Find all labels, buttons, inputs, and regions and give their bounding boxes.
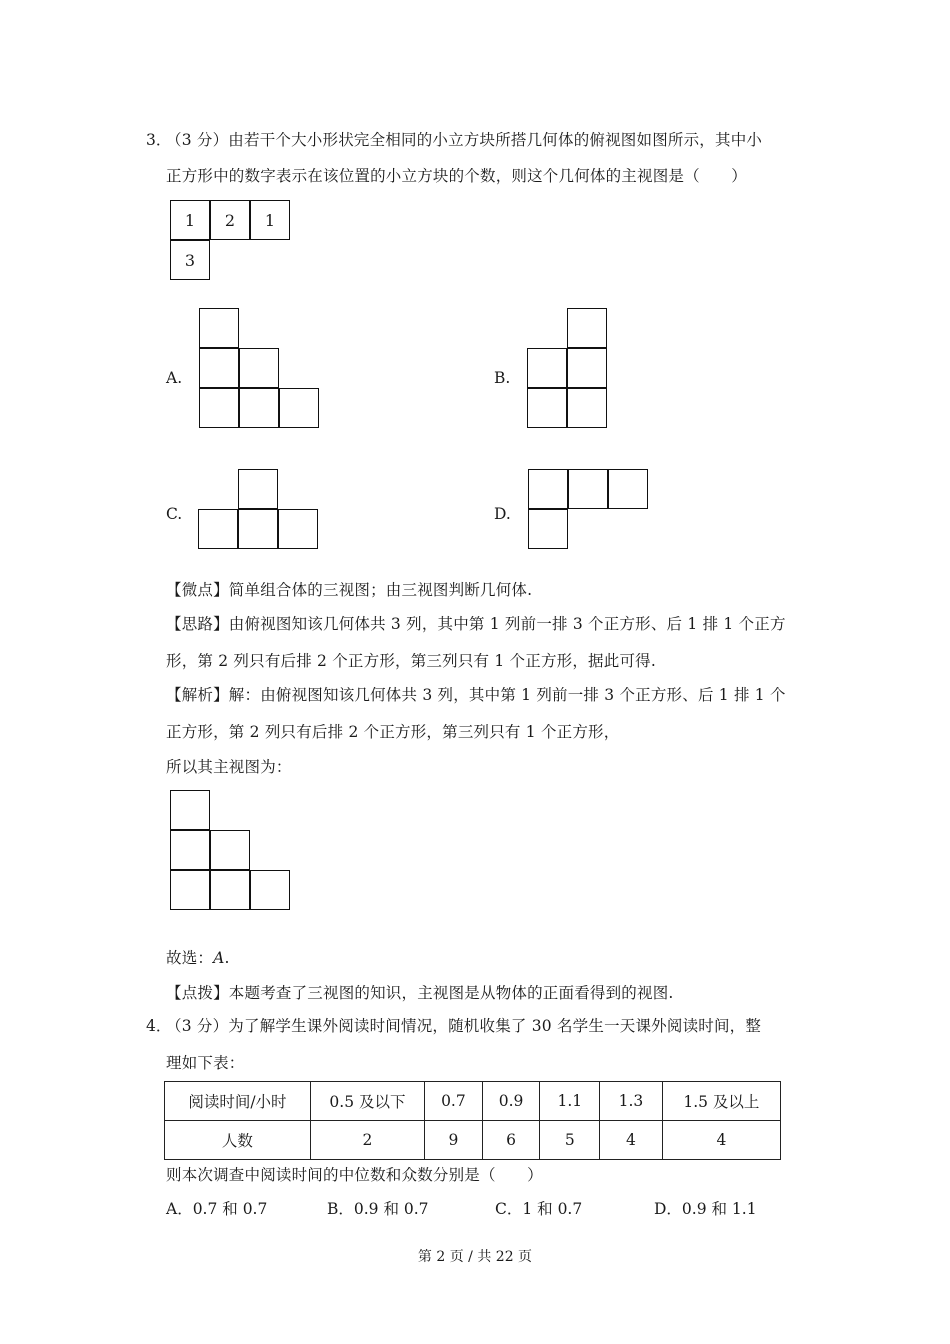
figure-square	[528, 509, 568, 549]
answer-line	[166, 946, 230, 968]
figure-square	[170, 830, 210, 870]
table-row	[165, 1121, 781, 1160]
option-a-figure	[199, 308, 322, 431]
option-c-label: C.	[166, 505, 183, 523]
table-cell: 5	[540, 1121, 600, 1160]
table-cell: 人数	[165, 1121, 311, 1160]
top-view-grid	[170, 200, 293, 282]
q4-option-d: D．0.9 和 1.1	[654, 1200, 757, 1218]
figure-square	[238, 509, 278, 549]
question-3-number: 3．	[146, 131, 172, 149]
q4-option-a: A．0.7 和 0.7	[166, 1200, 268, 1218]
table-cell: 1.3	[600, 1082, 663, 1121]
table-cell: 1.5 及以上	[662, 1082, 780, 1121]
table-cell: 0.5 及以下	[310, 1082, 424, 1121]
option-b-label: B.	[494, 369, 511, 387]
table-cell: 1.1	[540, 1082, 600, 1121]
figure-square	[239, 388, 279, 428]
jiexi-line3: 所以其主视图为：	[166, 758, 292, 776]
q4-option-c: C．1 和 0.7	[495, 1200, 583, 1218]
jiexi-line2: 正方形，第 2 列只有后排 2 个正方形，第三列只有 1 个正方形，	[166, 723, 620, 741]
silu-line2: 形，第 2 列只有后排 2 个正方形，第三列只有 1 个正方形，据此可得.	[166, 652, 656, 670]
jiexi-line1: 【解析】解：由俯视图知该几何体共 3 列，其中第 1 列前一排 3 个正方形、后 1 排 1 个	[166, 686, 786, 704]
figure-square	[170, 870, 210, 910]
table-header-row	[165, 1082, 781, 1121]
figure-square	[567, 388, 607, 428]
option-d-label: D.	[494, 505, 511, 523]
figure-square	[527, 348, 567, 388]
figure-square	[568, 469, 608, 509]
silu-line1: 【思路】由俯视图知该几何体共 3 列，其中第 1 列前一排 3 个正方形、后 1 排 1 个正方	[166, 615, 786, 633]
figure-square	[567, 308, 607, 348]
figure-square	[199, 388, 239, 428]
figure-square	[238, 469, 278, 509]
figure-square	[170, 790, 210, 830]
answer-prefix: 故选：	[166, 949, 214, 967]
answer-suffix: .	[224, 949, 230, 967]
figure-square	[198, 509, 238, 549]
reading-time-table	[164, 1081, 781, 1160]
figure-square	[527, 388, 567, 428]
figure-square	[567, 348, 607, 388]
top-view-cell: 3	[170, 240, 210, 280]
table-cell: 2	[310, 1121, 424, 1160]
page-footer: 第 2 页 / 共 22 页	[417, 1249, 533, 1265]
solution-front-view	[170, 790, 293, 913]
question-4-number: 4．	[146, 1017, 172, 1035]
option-a-label: A.	[166, 369, 183, 387]
table-cell: 阅读时间/小时	[165, 1082, 311, 1121]
figure-square	[528, 469, 568, 509]
table-cell: 4	[662, 1121, 780, 1160]
question-4-stem-line1: （3 分）为了解学生课外阅读时间情况，随机收集了 30 名学生一天课外阅读时间，整	[166, 1017, 762, 1035]
question-4-prompt: 则本次调查中阅读时间的中位数和众数分别是（ ）	[166, 1166, 543, 1184]
figure-square	[239, 348, 279, 388]
option-c-figure	[198, 469, 321, 552]
figure-square	[210, 870, 250, 910]
figure-square	[199, 308, 239, 348]
option-b-figure	[527, 308, 610, 431]
figure-square	[199, 348, 239, 388]
top-view-cell: 1	[170, 200, 210, 240]
figure-square	[210, 830, 250, 870]
figure-square	[279, 388, 319, 428]
q4-option-b: B．0.9 和 0.7	[327, 1200, 429, 1218]
top-view-cell: 2	[210, 200, 250, 240]
figure-square	[250, 870, 290, 910]
table-cell: 6	[482, 1121, 540, 1160]
question-3-stem-line1: （3 分）由若干个大小形状完全相同的小立方块所搭几何体的俯视图如图所示，其中小	[166, 131, 763, 149]
table-cell: 4	[600, 1121, 663, 1160]
figure-square	[278, 509, 318, 549]
question-3-stem-line2: 正方形中的数字表示在该位置的小立方块的个数，则这个几何体的主视图是（ ）	[166, 167, 747, 185]
option-d-figure	[528, 469, 651, 552]
table-cell: 0.7	[425, 1082, 483, 1121]
table-cell: 0.9	[482, 1082, 540, 1121]
figure-square	[608, 469, 648, 509]
answer-letter: A	[213, 949, 225, 967]
weidian-text: 【微点】简单组合体的三视图；由三视图判断几何体.	[166, 581, 533, 599]
top-view-cell: 1	[250, 200, 290, 240]
dianbo-text: 【点拨】本题考查了三视图的知识，主视图是从物体的正面看得到的视图.	[166, 984, 674, 1002]
question-4-stem-line2: 理如下表：	[166, 1054, 245, 1072]
table-cell: 9	[425, 1121, 483, 1160]
